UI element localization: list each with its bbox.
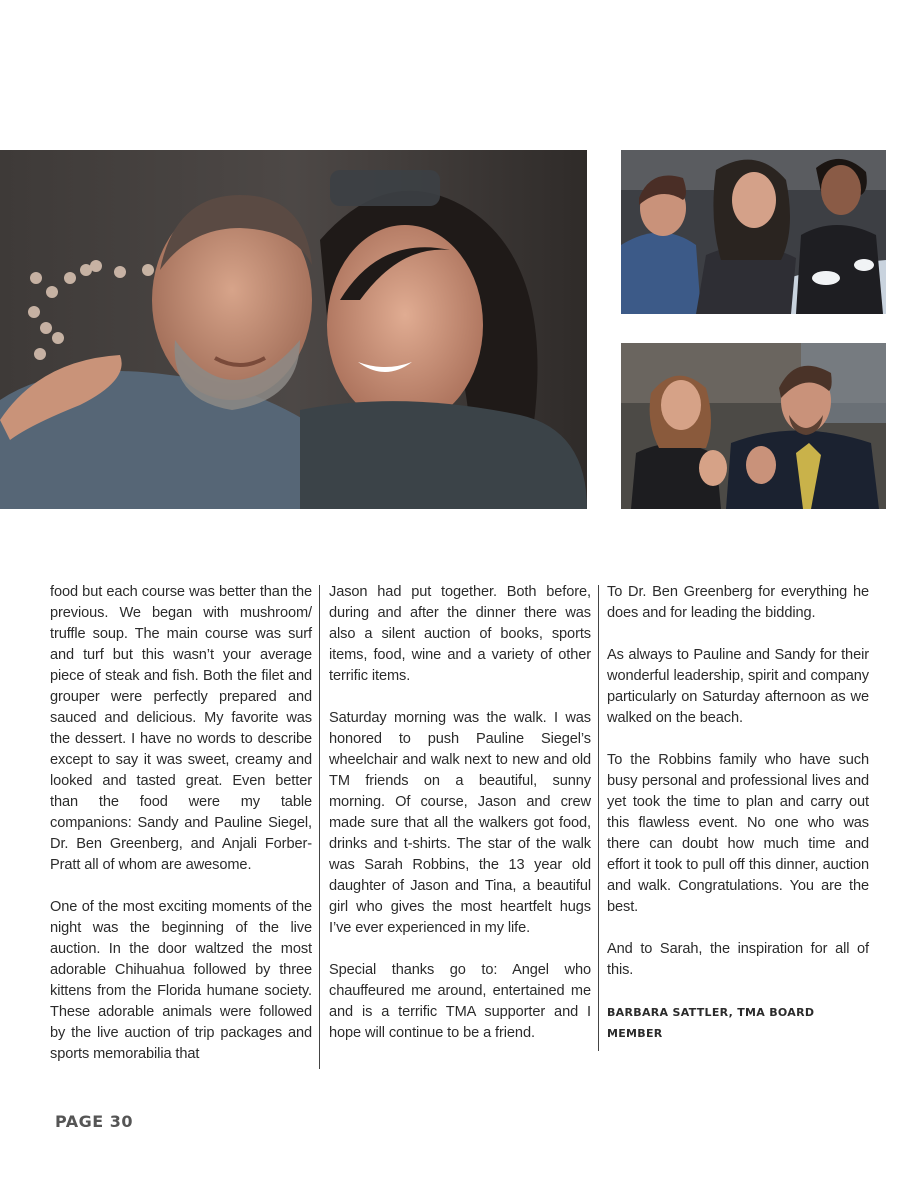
photo-couple-embrace — [0, 150, 587, 509]
article-column-1 — [50, 582, 312, 1086]
paragraph: Saturday morning was the walk. I was honored to push Pauline Siegel’s wheelchair and walk next to new and old TM friends on a beautiful, sunny morning. Of course, Jason and crew made sure that all the walkers got food, drinks and t-shirts. The star of the walk was Sarah Robbins, the 13 year old daughter of Jason and Tina, a beautiful girl who gives the most heartfelt hugs I’ve ever experienced in my life. — [329, 710, 591, 936]
paragraph: food but each course was better than the previous. We began with mushroom/ truffle soup. The main course was surf and turf but this wasn’t your average piece of steak and fish. Both the filet and grouper were perfectly prepared and sauced and delicious. My favorite was the dessert. I have no words to describe except to say it was sweet, creamy and looked and tasted great. Even better than the food were my table companions: Sandy and Pauline Siegel, Dr. Ben Greenberg, and Anjali Forber-Pratt all of whom are awesome. — [50, 584, 312, 873]
paragraph: To Dr. Ben Greenberg for everything he does and for leading the bidding. — [607, 584, 869, 621]
paragraph: One of the most exciting moments of the night was the beginning of the live auction. In the door waltzed the most adorable Chihuahua followed by three kittens from the Florida humane society. These adorable animals were followed by the live auction of trip packages and sports memorabilia that — [50, 899, 312, 1062]
paragraph: And to Sarah, the inspiration for all of this. — [607, 941, 869, 978]
page-number: PAGE 30 — [55, 1112, 134, 1131]
article-column-3 — [607, 582, 869, 1044]
photo-woman-and-man-clapping — [621, 343, 886, 509]
article-body — [50, 582, 870, 1072]
paragraph: Jason had put together. Both before, during and after the dinner there was also a silent auction of books, sports items, food, wine and a variety of other terrific items. — [329, 584, 591, 684]
article-column-2 — [329, 582, 591, 1065]
paragraph: As always to Pauline and Sandy for their wonderful leadership, spirit and company particularly on Saturday afternoon as we walked on the beach. — [607, 647, 869, 726]
paragraph: To the Robbins family who have such busy personal and professional lives and yet took the time to plan and carry out this flawless event. No one who was there can doubt how much time and effort it took to pull off this dinner, auction and walk. Congratulations. You are the best. — [607, 752, 869, 915]
paragraph: Special thanks go to: Angel who chauffeured me around, entertained me and is a terrific TMA supporter and I hope will continue to be a friend. — [329, 962, 591, 1041]
author-byline: BARBARA SATTLER, TMA BOARD MEMBER — [607, 1006, 815, 1040]
photo-three-women-at-table — [621, 150, 886, 314]
